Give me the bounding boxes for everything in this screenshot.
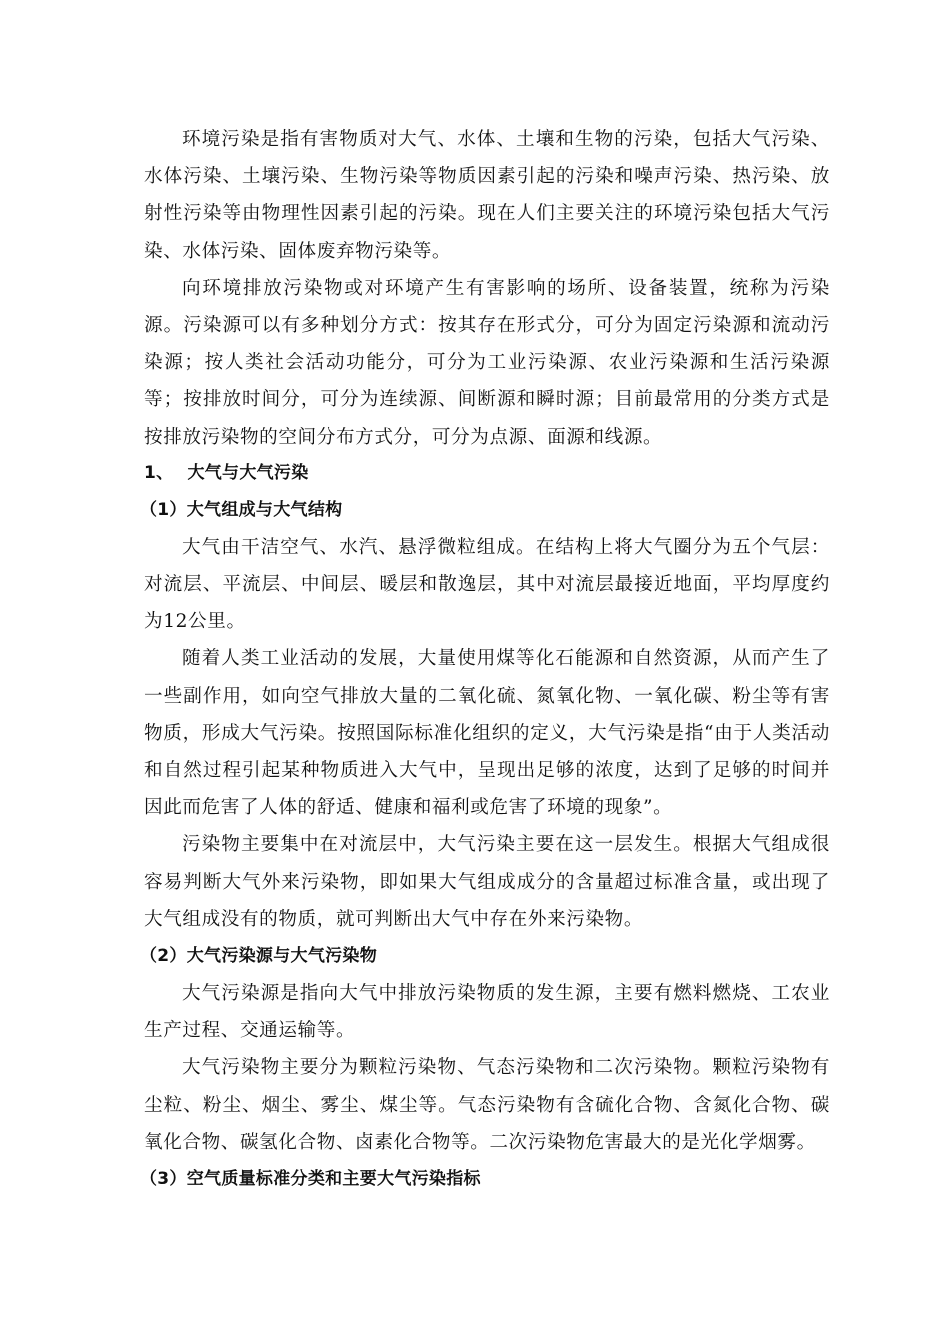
section-number: 1、 [144, 462, 174, 483]
paragraph-troposphere-pollutants: 污染物主要集中在对流层中，大气污染主要在这一层发生。根据大气组成很容易判断大气外来污染物，即如果大气组成成分的含量超过标准含量，或出现了大气组成没有的物质，就可判断出大气中存在外来污染物。 [144, 834, 830, 930]
section-title: 大气与大气污染 [187, 462, 309, 483]
intro-paragraph-1: 环境污染是指有害物质对大气、水体、土壤和生物的污染，包括大气污染、水体污染、土壤污染、生物污染等物质因素引起的污染和噪声污染、热污染、放射性污染等由物理性因素引起的污染。现在人们主要关注的环境污染包括大气污染、水体污染、固体废弃物污染等。 [144, 129, 830, 262]
paragraph-pollution-sources: 大气污染源是指向大气中排放污染物质的发生源，主要有燃料燃烧、工农业生产过程、交通运输等。 [144, 983, 830, 1042]
section-heading-atmosphere [144, 455, 830, 492]
paragraph-pollution-definition: 随着人类工业活动的发展，大量使用煤等化石能源和自然资源，从而产生了一些副作用，如向空气排放大量的二氧化硫、氮氧化物、一氧化碳、粉尘等有害物质，形成大气污染。按照国际标准化组织的定义，大气污染是指“由于人类活动和自然过程引起某种物质进入大气中，呈现出足够的浓度，达到了足够的时间并因此而危害了人体的舒适、健康和福利或危害了环境的现象”。 [144, 648, 830, 819]
subsection-heading-air-quality: （3）空气质量标准分类和主要大气污染指标 [140, 1169, 481, 1190]
paragraph-pollutant-types: 大气污染物主要分为颗粒污染物、气态污染物和二次污染物。颗粒污染物有尘粒、粉尘、烟尘、雾尘、煤尘等。气态污染物有含硫化合物、含氮化合物、碳氧化合物、碳氢化合物、卤素化合物等。二次污染物危害最大的是光化学烟雾。 [144, 1057, 830, 1153]
document-body [140, 121, 830, 1198]
subsection-heading-sources: （2）大气污染源与大气污染物 [140, 946, 378, 967]
subsection-heading-composition: （1）大气组成与大气结构 [140, 499, 343, 520]
paragraph-composition: 大气由干洁空气、水汽、悬浮微粒组成。在结构上将大气圈分为五个气层：对流层、平流层、中间层、暖层和散逸层，其中对流层最接近地面，平均厚度约为12公里。 [144, 536, 830, 633]
intro-paragraph-2: 向环境排放污染物或对环境产生有害影响的场所、设备装置，统称为污染源。污染源可以有多种划分方式：按其存在形式分，可分为固定污染源和流动污染源；按人类社会活动功能分，可分为工业污染源、农业污染源和生活污染源等；按排放时间分，可分为连续源、间断源和瞬时源；目前最常用的分类方式是按排放污染物的空间分布方式分，可分为点源、面源和线源。 [144, 277, 830, 448]
